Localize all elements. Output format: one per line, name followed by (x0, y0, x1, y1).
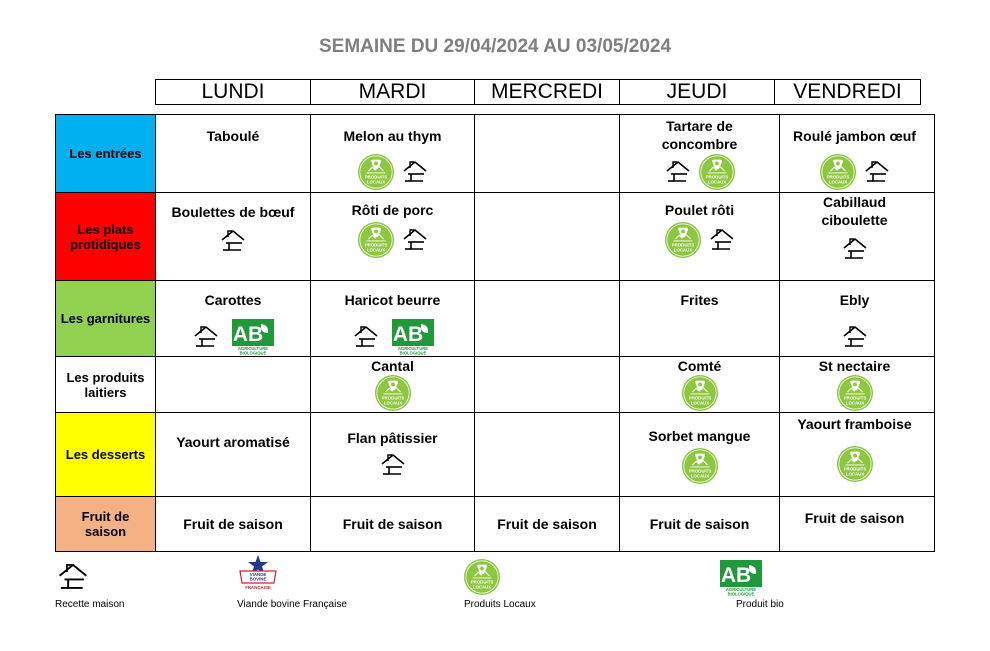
produits-locaux-icon (463, 558, 501, 596)
legend-viande-bovine: Viande bovine Française (237, 599, 347, 610)
cell-fruit-vendredi (780, 497, 929, 551)
dish-name: Yaourt framboise (797, 416, 912, 432)
cell-fruit-mercredi (475, 497, 620, 551)
produits-locaux-icon (357, 221, 395, 259)
category-plats: Les plats protidiques (56, 193, 156, 280)
svg-text:BOVINE: BOVINE (249, 576, 267, 582)
svg-text:VIANDE: VIANDE (249, 572, 267, 577)
recette-maison-icon (708, 228, 736, 252)
recette-maison-icon (379, 453, 407, 477)
cell-garnitures-mardi (311, 281, 475, 356)
produits-locaux-icon (357, 153, 395, 191)
recette-maison-icon (352, 325, 380, 349)
day-header-lundi: LUNDI (156, 80, 311, 104)
category-entrees: Les entrées (56, 115, 156, 192)
produits-locaux-icon (681, 447, 719, 485)
category-fruit: Fruit de saison (56, 497, 156, 551)
dish-name: Rôti de porc (351, 202, 434, 218)
category-garnitures: Les garnitures (56, 281, 156, 356)
row-garnitures (56, 281, 934, 357)
dish-name: Roulé jambon œuf (793, 128, 916, 144)
recette-maison-icon (192, 325, 220, 349)
cell-entrees-lundi (156, 115, 311, 192)
legend-recette-maison: Recette maison (55, 599, 125, 610)
recette-maison-icon (56, 562, 90, 592)
cell-entrees-jeudi (620, 115, 780, 192)
cell-desserts-vendredi (780, 413, 929, 496)
agriculture-biologique-icon (720, 560, 762, 596)
dish-name: Flan pâtissier (347, 430, 438, 446)
dish-name: Haricot beurre (344, 292, 441, 308)
dish-name: Poulet rôti (664, 202, 735, 218)
produits-locaux-icon (819, 153, 857, 191)
produits-locaux-icon (374, 374, 412, 412)
row-entrees (56, 115, 934, 193)
cell-fruit-jeudi (620, 497, 780, 551)
dish-name: Cabillaud ciboulette (821, 194, 888, 228)
dish-name: Taboulé (206, 128, 260, 144)
cell-desserts-mercredi (475, 413, 620, 496)
recette-maison-icon (841, 237, 869, 261)
row-plats (56, 193, 934, 281)
category-desserts: Les desserts (56, 413, 156, 496)
cell-laitiers-jeudi (620, 357, 780, 412)
cell-fruit-mardi (311, 497, 475, 551)
dish-name: Ebly (839, 292, 870, 308)
legend-produits-locaux: Produits Locaux (464, 599, 536, 610)
legend-produit-bio: Produit bio (736, 599, 784, 610)
dish-name: St nectaire (818, 358, 891, 374)
dish-name: Boulettes de bœuf (171, 204, 295, 220)
dish-name: Fruit de saison (804, 510, 905, 526)
produits-locaux-icon (836, 374, 874, 412)
dish-name: Comté (677, 358, 722, 374)
cell-plats-mercredi (475, 193, 620, 280)
recette-maison-icon (664, 160, 692, 184)
cell-laitiers-mercredi (475, 357, 620, 412)
row-laitiers (56, 357, 934, 413)
day-header-vendredi: VENDREDI (793, 80, 902, 103)
page-title: SEMAINE DU 29/04/2024 AU 03/05/2024 (318, 36, 672, 57)
svg-text:FRANÇAISE: FRANÇAISE (245, 585, 271, 590)
cell-plats-mardi (311, 193, 475, 280)
agriculture-biologique-icon (392, 319, 434, 355)
dish-name: Melon au thym (343, 128, 442, 144)
cell-desserts-jeudi (620, 413, 780, 496)
cell-garnitures-vendredi (780, 281, 929, 356)
category-laitiers: Les produits laitiers (56, 357, 156, 412)
cell-desserts-mardi (311, 413, 475, 496)
produits-locaux-icon (698, 153, 736, 191)
cell-entrees-mardi (311, 115, 475, 192)
recette-maison-icon (863, 160, 891, 184)
cell-desserts-lundi (156, 413, 311, 496)
cell-garnitures-lundi (156, 281, 311, 356)
dish-name: Carottes (204, 292, 262, 308)
recette-maison-icon (219, 229, 247, 253)
cell-plats-lundi (156, 193, 311, 280)
cell-laitiers-mardi (311, 357, 475, 412)
recette-maison-icon (841, 325, 869, 349)
row-desserts (56, 413, 934, 497)
cell-plats-vendredi (780, 193, 929, 280)
days-header (155, 79, 921, 105)
dish-name: Sorbet mangue (648, 428, 751, 444)
produits-locaux-icon (836, 445, 874, 483)
dish-name: Frites (680, 292, 719, 308)
menu-table (55, 114, 935, 552)
agriculture-biologique-icon (232, 319, 274, 355)
cell-garnitures-mercredi (475, 281, 620, 356)
dish-name: Cantal (371, 358, 414, 374)
dish-name: Fruit de saison (342, 516, 443, 532)
dish-name: Tartare de concombre (661, 118, 738, 152)
cell-plats-jeudi (620, 193, 780, 280)
day-header-mardi: MARDI (311, 80, 475, 104)
produits-locaux-icon (681, 374, 719, 412)
dish-name: Fruit de saison (497, 516, 597, 532)
day-header-jeudi: JEUDI (620, 80, 775, 104)
cell-garnitures-jeudi (620, 281, 780, 356)
cell-laitiers-vendredi (780, 357, 929, 412)
recette-maison-icon (401, 160, 429, 184)
cell-fruit-lundi (156, 497, 311, 551)
produits-locaux-icon (664, 221, 702, 259)
viande-bovine-francaise-icon (236, 553, 280, 593)
dish-name: Fruit de saison (649, 516, 750, 532)
dish-name: Yaourt aromatisé (176, 434, 290, 450)
row-fruit (56, 497, 934, 551)
dish-name: Fruit de saison (183, 516, 283, 532)
recette-maison-icon (401, 228, 429, 252)
day-header-mercredi: MERCREDI (475, 80, 620, 104)
cell-entrees-mercredi (475, 115, 620, 192)
cell-laitiers-lundi (156, 357, 311, 412)
cell-entrees-vendredi (780, 115, 929, 192)
